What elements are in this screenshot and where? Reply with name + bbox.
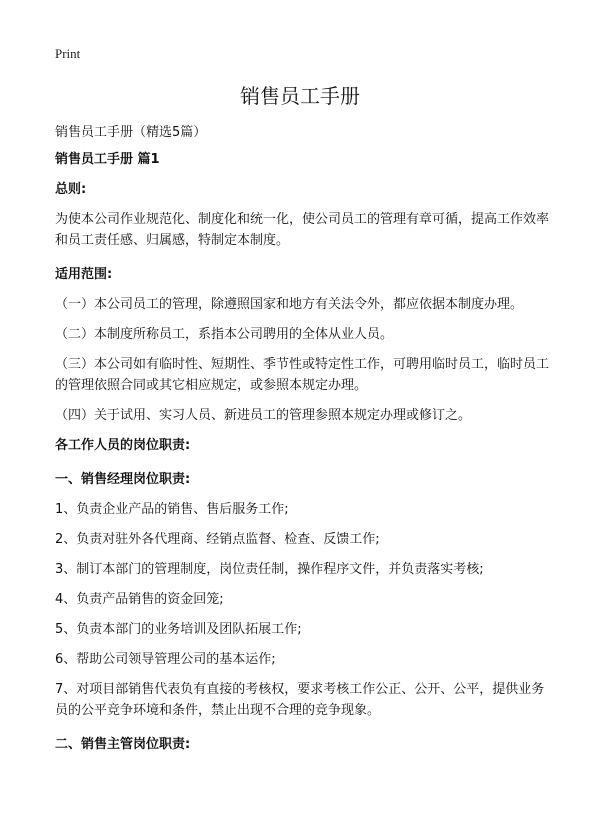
manager-duty-5: 5、负责本部门的业务培训及团队拓展工作;: [55, 622, 302, 637]
general-heading: 总则:: [55, 182, 87, 197]
page-title: 销售员工手册: [240, 84, 360, 108]
scope-item-1: （一）本公司员工的管理，除遵照国家和地方有关法令外，都应依据本制度办理。: [55, 297, 524, 312]
duties-heading: 各工作人员的岗位职责:: [55, 438, 191, 453]
scope-heading: 适用范围:: [55, 267, 113, 282]
scope-item-4: （四）关于试用、实习人员、新进员工的管理参照本规定办理或修订之。: [55, 408, 472, 423]
manager-duty-1: 1、负责企业产品的销售、售后服务工作;: [55, 502, 289, 517]
general-paragraph: 为使本公司作业规范化、制度化和统一化，使公司员工的管理有章可循，提高工作效率和员工责任感、归属感，特制定本制度。: [55, 212, 550, 248]
manager-duty-4: 4、负责产品销售的资金回笼;: [55, 592, 224, 607]
manager-duty-2: 2、负责对驻外各代理商、经销点监督、检查、反馈工作;: [55, 532, 380, 547]
page-subtitle: 销售员工手册（精选5篇）: [55, 125, 207, 140]
section-heading: 销售员工手册 篇1: [55, 152, 160, 167]
manager-duty-7: 7、对项目部销售代表负有直接的考核权，要求考核工作公正、公开、公平，提供业务员的公平竞争环境和条件，禁止出现不合理的竞争现象。: [55, 682, 545, 718]
print-link[interactable]: Print: [55, 46, 81, 61]
manager-duty-3: 3、制订本部门的管理制度，岗位责任制，操作程序文件，并负责落实考核;: [55, 562, 484, 577]
scope-item-3: （三）本公司如有临时性、短期性、季节性或特定性工作，可聘用临时员工，临时员工的管理依照合同或其它相应规定，或参照本规定办理。: [55, 357, 550, 393]
manager-duty-6: 6、帮助公司领导管理公司的基本运作;: [55, 652, 276, 667]
scope-item-2: （二）本制度所称员工，系指本公司聘用的全体从业人员。: [55, 327, 394, 342]
supervisor-duties-heading: 二、销售主管岗位职责:: [55, 737, 191, 752]
document-body: [55, 149, 555, 755]
manager-duties-heading: 一、销售经理岗位职责:: [55, 472, 191, 487]
